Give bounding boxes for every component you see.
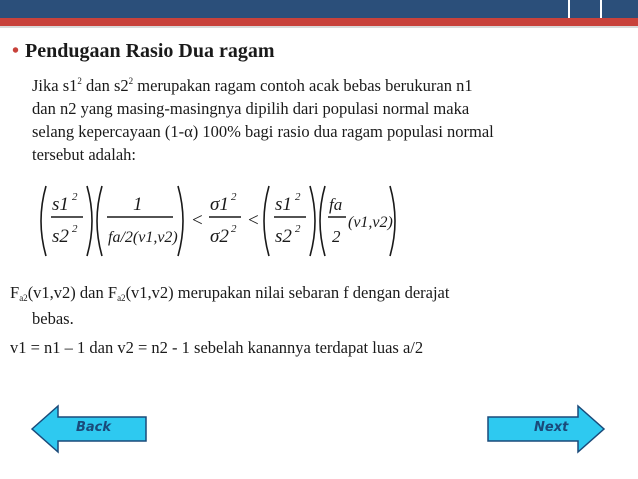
sigma2-text: σ2 — [210, 226, 229, 247]
next-button[interactable] — [486, 404, 606, 454]
back-label: Back — [76, 420, 112, 435]
exp-text: 2 — [295, 191, 301, 203]
top-bar-separator — [568, 0, 570, 18]
top-bar-separator — [600, 0, 602, 18]
right-paren — [310, 186, 315, 256]
fa-text: fa — [329, 195, 343, 214]
sigma1-text: σ1 — [210, 194, 229, 215]
degrees-of-freedom-line: v1 = n1 – 1 dan v2 = n2 - 1 sebelah kanannya terdapat luas a/2 — [10, 338, 424, 357]
paragraph-line: dan n2 yang masing-masingnya dipilih dari populasi normal maka — [32, 99, 470, 118]
left-paren — [41, 186, 46, 256]
s1-text: s1 — [275, 194, 292, 215]
left-paren — [264, 186, 269, 256]
s2-text: s2 — [275, 226, 292, 247]
less-than: < — [248, 210, 259, 231]
paragraph-line: selang kepercayaan (1-α) 100% bagi rasio dua ragam populasi normal — [32, 122, 494, 141]
s1-text: s1 — [52, 194, 69, 215]
v-args-text: (v1,v2) — [348, 214, 393, 231]
confidence-interval-formula — [36, 182, 396, 260]
fa-half-text: fa/2(v1,v2) — [108, 229, 178, 246]
exp-text: 2 — [295, 223, 301, 235]
right-paren — [87, 186, 92, 256]
one-text: 1 — [133, 194, 143, 215]
title-text: Pendugaan Rasio Dua ragam — [25, 40, 275, 62]
paragraph-line: tersebut adalah: — [32, 145, 136, 164]
two-text: 2 — [332, 227, 341, 246]
left-paren — [97, 186, 102, 256]
exp-text: 2 — [72, 191, 78, 203]
left-paren — [320, 186, 325, 256]
exp-text: 2 — [231, 223, 237, 235]
back-button[interactable] — [30, 404, 148, 454]
less-than: < — [192, 210, 203, 231]
intro-paragraph — [32, 70, 632, 166]
s2-text: s2 — [52, 226, 69, 247]
next-label: Next — [534, 420, 569, 435]
exp-text: 2 — [72, 223, 78, 235]
divider — [0, 26, 638, 28]
exp-text: 2 — [231, 191, 237, 203]
note-line: bebas. — [32, 309, 74, 328]
paragraph-line: Jika $s1^2$ dan $s2^2$ merupakan ragam contoh acak bebas berukuran n1 — [32, 76, 473, 95]
bullet-icon: • — [12, 40, 20, 62]
note-line: $F_{a2}(v1,v2)$ dan $F_{a2}(v1,v2)$ merupakan nilai sebaran f dengan derajat — [10, 283, 450, 303]
top-bar — [0, 0, 638, 18]
right-paren — [178, 186, 183, 256]
slide-title — [12, 40, 275, 63]
accent-bar — [0, 18, 638, 26]
